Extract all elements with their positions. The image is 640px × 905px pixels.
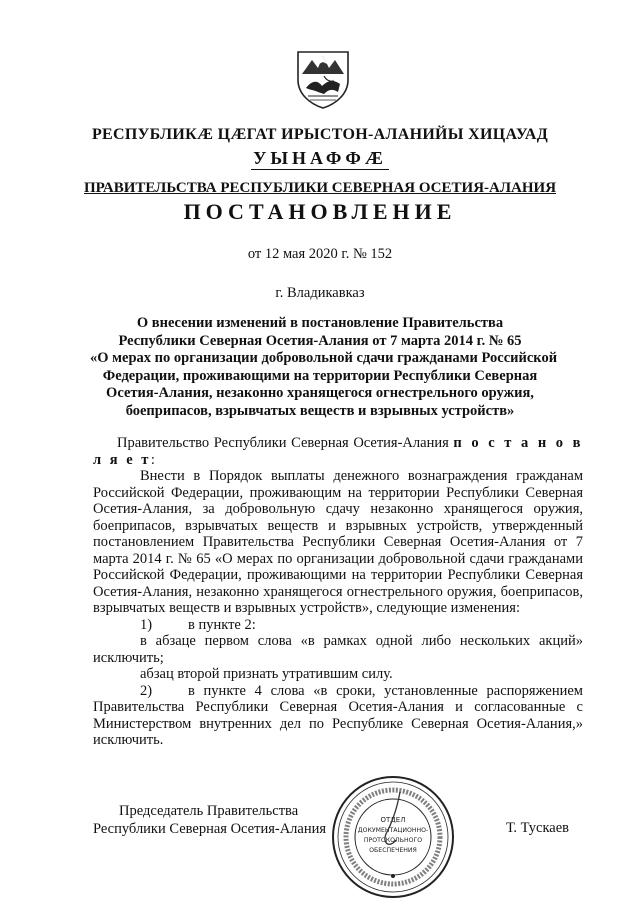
item-2-paragraph [93, 683, 583, 749]
item-2-text: в пункте 4 слова «в сроки, установленные распоряжением Правительства Республики Северная Осетия-Алания и согласованные с Министерством внутренних дел по Республике Северная Осетия-Алания,» исключить. [93, 682, 583, 748]
subject-line: «О мерах по организации добровольной сдачи гражданами Российской [90, 350, 558, 366]
ossetian-document-type-text: УЫНАФФӔ [253, 148, 387, 168]
item-1-title: в пункте 2: [188, 616, 256, 633]
government-title: ПРАВИТЕЛЬСТВА РЕСПУБЛИКИ СЕВЕРНАЯ ОСЕТИЯ-АЛАНИЯ [83, 180, 557, 196]
item-2-number: 2) [140, 682, 153, 699]
ossetian-government-title: РЕСПУБЛИКӔ ЦӔГАТ ИРЫСТОН-АЛАНИЙЫ ХИЦАУАД [91, 126, 549, 143]
resolution-keyword: п о с т а н о в л я е т [93, 435, 583, 468]
seal-center-line: ОТДЕЛ [380, 816, 406, 824]
preamble-text: Правительство Республики Северная Осетия-Алания [117, 435, 454, 451]
intro-paragraph: Внести в Порядок выплаты денежного вознаграждения гражданам Российской Федерации, проживающим на территории Республики Северная Осетия-Алания, за добровольную сдачу незаконно хранящегося оружия, боеприпасов, взрывчатых веществ и взрывных устройств, утвержденный постановлением Правительства Республики Северная Осетия-Алания от 7 марта 2014 г. № 65 «О мерах по организации добровольной сдачи гражданами Российской Федерации, проживающими на территории Республики Северная Осетия-Алания, незаконно хранящегося огнестрельного оружия, боеприпасов, взрывчатых веществ и взрывных устройств», следующие изменения: [93, 468, 583, 616]
signatory-name: Т. Тускаев [506, 820, 570, 836]
seal-center-line: ПРОТОКОЛЬНОГО [363, 837, 423, 844]
document-date-number: от 12 мая 2020 г. № 152 [247, 246, 393, 262]
seal-center-line: ОБЕСПЕЧЕНИЯ [369, 847, 417, 854]
item-1-paragraph-1: в абзаце первом слова «в рамках одной либо нескольких акций» исключить; [93, 633, 583, 666]
item-1-paragraph-2: абзац второй признать утратившим силу. [140, 666, 393, 682]
preamble-paragraph [93, 435, 583, 468]
coat-of-arms-emblem [294, 46, 352, 110]
document-type-title: ПОСТАНОВЛЕНИЕ [183, 199, 457, 224]
signatory-title-line-2: Республики Северная Осетия-Алания [93, 821, 327, 837]
subject-line: боеприпасов, взрывчатых веществ и взрывных устройств» [125, 402, 515, 419]
subject-line: О внесении изменений в постановление Правительства [136, 315, 504, 331]
document-body [93, 435, 583, 749]
subject-line: Республики Северная Осетия-Алания от 7 марта 2014 г. № 65 [118, 332, 522, 349]
item-1-heading [93, 617, 583, 634]
ossetian-document-type [0, 148, 640, 169]
subject-line: Осетия-Алания, незаконно хранящегося огнестрельного оружия, [106, 385, 534, 401]
document-subject [90, 315, 558, 420]
signatory-title [93, 802, 326, 838]
signatory-title-line-1: Председатель Правительства [119, 803, 299, 819]
preamble-colon: : [150, 451, 155, 468]
seal-center-line: ДОКУМЕНТАЦИОННО- [357, 827, 429, 834]
subject-line: Федерации, проживающими на территории Республики Северная [102, 367, 538, 384]
item-1-number: 1) [140, 616, 153, 633]
document-city: г. Владикавказ [275, 285, 365, 301]
official-seal-stamp [330, 774, 456, 900]
